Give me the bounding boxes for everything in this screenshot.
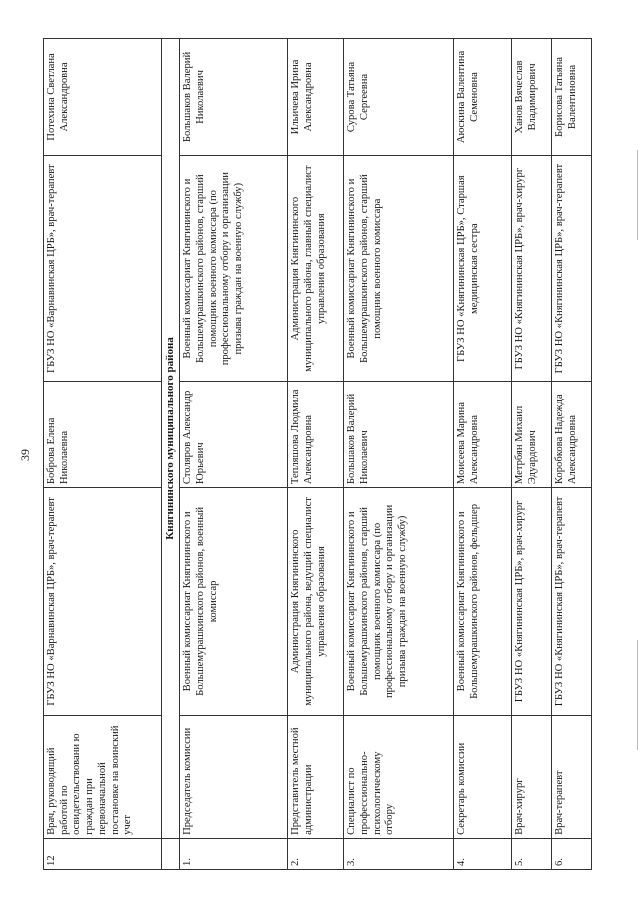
row-number: 3.	[344, 838, 454, 869]
main-organization-cell: Военный комиссариат Княгининского и Большемурашкинского районов, старший помощник военного комиссара (по профессиональному отбору и организации призыва граждан на военную службу)	[344, 488, 454, 716]
section-row	[162, 39, 180, 870]
position-cell: Специалист по профессионально-психологическому отбору	[344, 715, 454, 838]
main-organization-cell: ГБУЗ НО «Варнавинская ЦРБ», врач-терапевт	[44, 488, 162, 716]
table-row	[288, 39, 344, 870]
row-number: 5.	[512, 838, 552, 869]
table-row	[454, 39, 512, 870]
row-number: 4.	[454, 838, 512, 869]
commission-table	[43, 38, 592, 870]
main-person-cell: Большаков Валерий Николаевич	[344, 382, 454, 488]
position-cell: Секретарь комиссии	[454, 715, 512, 838]
table-row	[44, 39, 162, 870]
section-spacer	[162, 838, 180, 869]
table-row	[344, 39, 454, 870]
position-cell: Врач-терапевт	[552, 715, 592, 838]
reserve-person-cell: Потехина Светлана Александровна	[44, 39, 162, 156]
reserve-person-cell: Борисова Татьяна Валентиновна	[552, 39, 592, 156]
reserve-person-cell: Большаков Валерий Николаевич	[180, 39, 288, 156]
page-number: 39	[18, 449, 32, 461]
main-person-cell: Коробкова Надежда Александровна	[552, 382, 592, 488]
position-cell: Врач-хирург	[512, 715, 552, 838]
main-person-cell: Моисеева Марина Александровна	[454, 382, 512, 488]
main-organization-cell: ГБУЗ НО «Княгининская ЦРБ», врач-терапевт	[552, 488, 592, 716]
main-organization-cell: Администрация Княгининского муниципального района, ведущий специалист управления образования	[288, 488, 344, 716]
scan-edge-mark	[637, 150, 638, 240]
table-row	[512, 39, 552, 870]
reserve-organization-cell: Военный комиссариат Княгининского и Большемурашкинского районов, старший помощник военного комиссара (по профессиональному отбору и организации призыва граждан на военную службу)	[180, 155, 288, 381]
row-number: 12	[44, 838, 162, 869]
position-cell: Врач, руководящий работой по освидетельствовани ю граждан при первоначальной постановке на воинский учет	[44, 715, 162, 838]
table-row	[180, 39, 288, 870]
reserve-person-cell: Ильичева Ирина Александровна	[288, 39, 344, 156]
main-organization-cell: Военный комиссариат Княгининского и Большемурашкинского районов, военный комиссар	[180, 488, 288, 716]
main-person-cell: Столяров Александр Юрьевич	[180, 382, 288, 488]
table-row	[552, 39, 592, 870]
position-cell: Председатель комиссии	[180, 715, 288, 838]
reserve-organization-cell: Военный комиссариат Княгининского и Большемурашкинского районов, старший помощник военного комиссара	[344, 155, 454, 381]
row-number: 1.	[180, 838, 288, 869]
row-number: 2.	[288, 838, 344, 869]
main-person-cell: Боброва Елена Николаевна	[44, 382, 162, 488]
main-organization-cell: Военный комиссариат Княгининского и Большемурашкинского районов, фельдшер	[454, 488, 512, 716]
main-person-cell: Метрбян Михаил Эдуардович	[512, 382, 552, 488]
reserve-organization-cell: Администрация Княгининского муниципального района, главный специалист управления образования	[288, 155, 344, 381]
reserve-person-cell: Ханов Вячеслав Владимирович	[512, 39, 552, 156]
row-number: 6.	[552, 838, 592, 869]
reserve-person-cell: Аюскина Валентина Семеновна	[454, 39, 512, 156]
main-organization-cell: ГБУЗ НО «Княгининская ЦРБ», врач-хирург	[512, 488, 552, 716]
reserve-person-cell: Сурова Татьяна Сергеевна	[344, 39, 454, 156]
scan-edge-mark	[637, 640, 638, 750]
reserve-organization-cell: ГБУЗ НО «Княгининская ЦРБ», врач-терапевт	[552, 155, 592, 381]
reserve-organization-cell: ГБУЗ НО «Княгининская ЦРБ», Старшая медицинская сестра	[454, 155, 512, 381]
position-cell: Представитель местной администрации	[288, 715, 344, 838]
reserve-organization-cell: ГБУЗ НО «Княгининская ЦРБ», врач-хирург	[512, 155, 552, 381]
reserve-organization-cell: ГБУЗ НО «Варнавинская ЦРБ», врач-терапевт	[44, 155, 162, 381]
section-title: Княгининского муниципального района	[162, 39, 180, 839]
main-person-cell: Тепляшова Людмила Александровна	[288, 382, 344, 488]
